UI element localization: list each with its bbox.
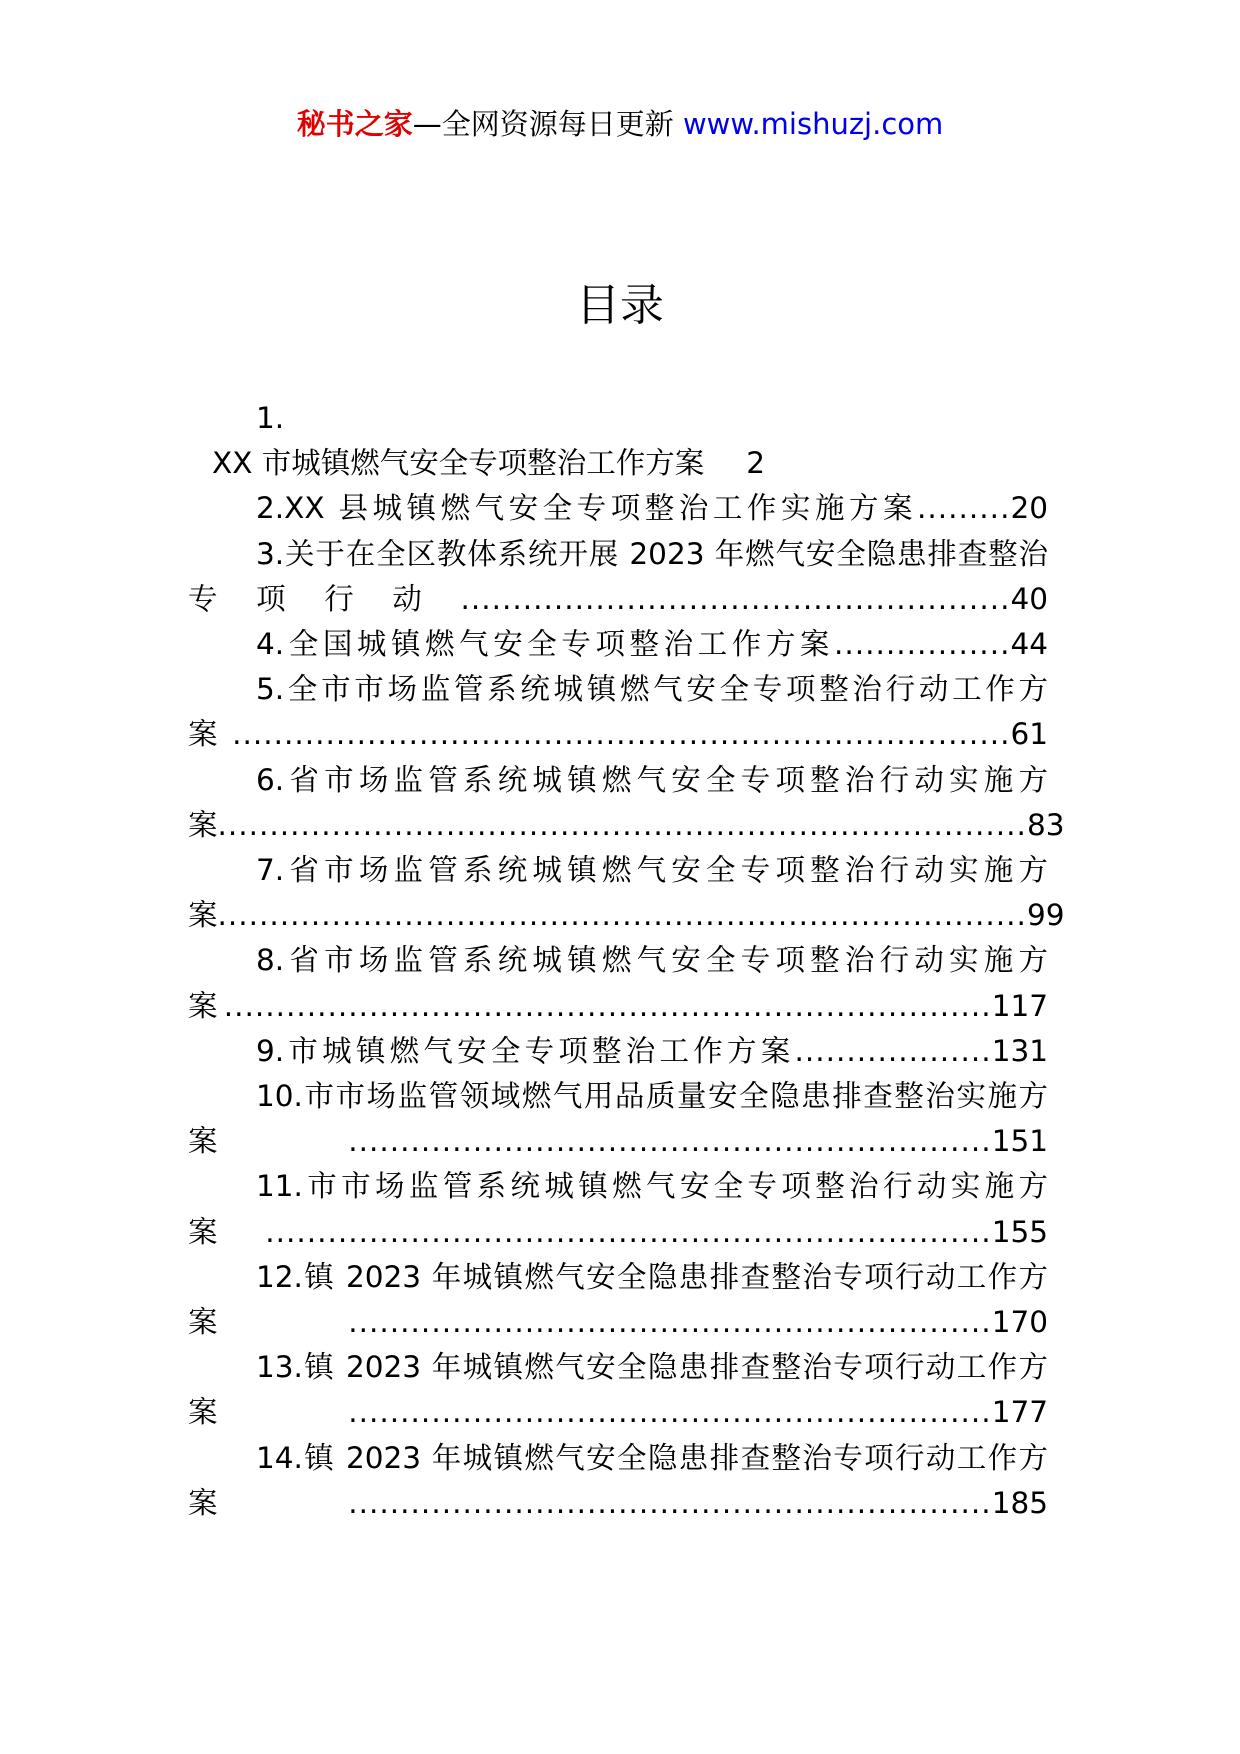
toc-entry-page: 99	[1026, 898, 1065, 933]
toc-entry[interactable]	[188, 1074, 1048, 1164]
toc-entry-title: XX 市城镇燃气安全专项整治工作方案	[212, 446, 705, 481]
toc-entry-title: XX 县城镇燃气安全专项整治工作实施方案	[284, 491, 918, 526]
brand-name: 秘书之家	[296, 107, 413, 141]
toc-entry-page: 44	[1010, 627, 1048, 662]
toc-entry-page: 185	[991, 1485, 1048, 1520]
toc-entry-number: 8.	[256, 943, 285, 978]
toc-entry[interactable]	[188, 1029, 1048, 1074]
toc-leader-dots: .................	[834, 627, 1011, 662]
toc-entry-page: 170	[991, 1305, 1048, 1340]
header-tagline: —全网资源每日更新	[412, 107, 683, 141]
toc-entry-number: 3.	[256, 536, 285, 571]
toc-entry-page: 20	[1010, 491, 1048, 526]
toc-entry-page: 83	[1026, 807, 1065, 842]
toc-entry[interactable]	[188, 1436, 1048, 1526]
toc-leader-dots: ..............................................................	[348, 1124, 992, 1159]
page-header	[0, 102, 1240, 146]
toc-entry[interactable]	[188, 532, 1048, 622]
toc-entry-title: 省市场监管系统城镇燃气安全专项整治行动实施方案	[188, 762, 1048, 842]
toc-entry[interactable]	[188, 1255, 1048, 1345]
toc-entry-number: 13.	[256, 1350, 303, 1385]
toc-entry-title: 市市场监管领域燃气用品质量安全隐患排查整治实施方案	[188, 1079, 1048, 1159]
toc-entry-number: 14.	[256, 1440, 303, 1475]
toc-entry-number: 12.	[256, 1259, 303, 1294]
toc-entry-number: 5.	[256, 672, 285, 707]
toc-entry[interactable]	[188, 1345, 1048, 1435]
toc-entry-title: 镇 2023 年城镇燃气安全隐患排查整治专项行动工作方案	[188, 1350, 1048, 1430]
toc-entry-page: 155	[991, 1214, 1048, 1249]
toc-entry-title: 关于在全区教体系统开展 2023 年燃气安全隐患排查整治专项行动	[188, 536, 1048, 616]
toc-leader-dots: ..............................................................	[348, 1485, 992, 1520]
toc-leader-dots: ......................................................................	[265, 1214, 992, 1249]
toc-leader-dots: ..............................................................	[348, 1395, 992, 1430]
toc-entry-number: 4.	[256, 627, 285, 662]
toc-entry[interactable]	[188, 396, 1048, 486]
toc-leader-dots: ..............................................................................	[217, 898, 1027, 933]
toc-entry-title: 省市场监管系统城镇燃气安全专项整治行动实施方案	[188, 943, 1048, 1023]
toc-entry-number: 9.	[256, 1033, 285, 1068]
toc-leader-dots: ..............................................................................	[217, 807, 1027, 842]
site-url-link[interactable]: www.mishuzj.com	[682, 107, 944, 141]
toc-leader-dots: ..........................................................................	[223, 988, 992, 1023]
toc-entry-page: 117	[991, 988, 1048, 1023]
toc-entry-title: 省市场监管系统城镇燃气安全专项整治行动实施方案	[188, 853, 1048, 933]
toc-entry-page: 40	[1010, 581, 1048, 616]
toc-entry-title: 镇 2023 年城镇燃气安全隐患排查整治专项行动工作方案	[188, 1259, 1048, 1340]
toc-entry-title: 市城镇燃气安全专项整治工作方案	[284, 1033, 795, 1068]
toc-entry-number: 10.	[256, 1079, 303, 1114]
toc-entry-number: 2.	[256, 491, 285, 526]
toc-leader-dots: .....................................................	[460, 581, 1011, 616]
toc-entry-number: 6.	[256, 762, 285, 797]
toc-entry-number: 7.	[256, 853, 285, 888]
toc-entry-title: 全市市场监管系统城镇燃气安全专项整治行动工作方案	[188, 672, 1048, 752]
toc-entry[interactable]	[188, 622, 1048, 667]
toc-entry-number: 1.	[256, 401, 285, 435]
toc-entry-page: 131	[991, 1033, 1048, 1068]
toc-entry-title: 全国城镇燃气安全专项整治工作方案	[284, 627, 835, 662]
page-title: 目录	[576, 280, 664, 331]
toc-entry[interactable]	[188, 758, 1065, 848]
toc-entry-page: 151	[991, 1124, 1048, 1159]
toc-leader-dots: ...........................................................................	[232, 717, 1011, 752]
toc-entry[interactable]	[188, 667, 1048, 757]
toc-entry[interactable]	[188, 1164, 1048, 1254]
table-of-contents	[188, 396, 1065, 1526]
toc-entry-number: 11.	[256, 1169, 303, 1204]
toc-entry-page: 177	[991, 1395, 1048, 1430]
toc-leader-dots: ..............................................................	[348, 1305, 992, 1340]
toc-entry[interactable]	[188, 938, 1048, 1028]
toc-entry-title: 镇 2023 年城镇燃气安全隐患排查整治专项行动工作方案	[188, 1440, 1048, 1520]
toc-entry-page: 2	[746, 446, 766, 481]
toc-entry[interactable]	[188, 848, 1065, 938]
toc-entry-page: 61	[1010, 717, 1048, 752]
toc-leader-dots: ...................	[794, 1033, 992, 1068]
toc-entry[interactable]	[188, 486, 1048, 531]
toc-entry-title: 市市场监管系统城镇燃气安全专项整治行动实施方案	[188, 1169, 1048, 1249]
toc-leader-dots: .........	[917, 491, 1011, 526]
